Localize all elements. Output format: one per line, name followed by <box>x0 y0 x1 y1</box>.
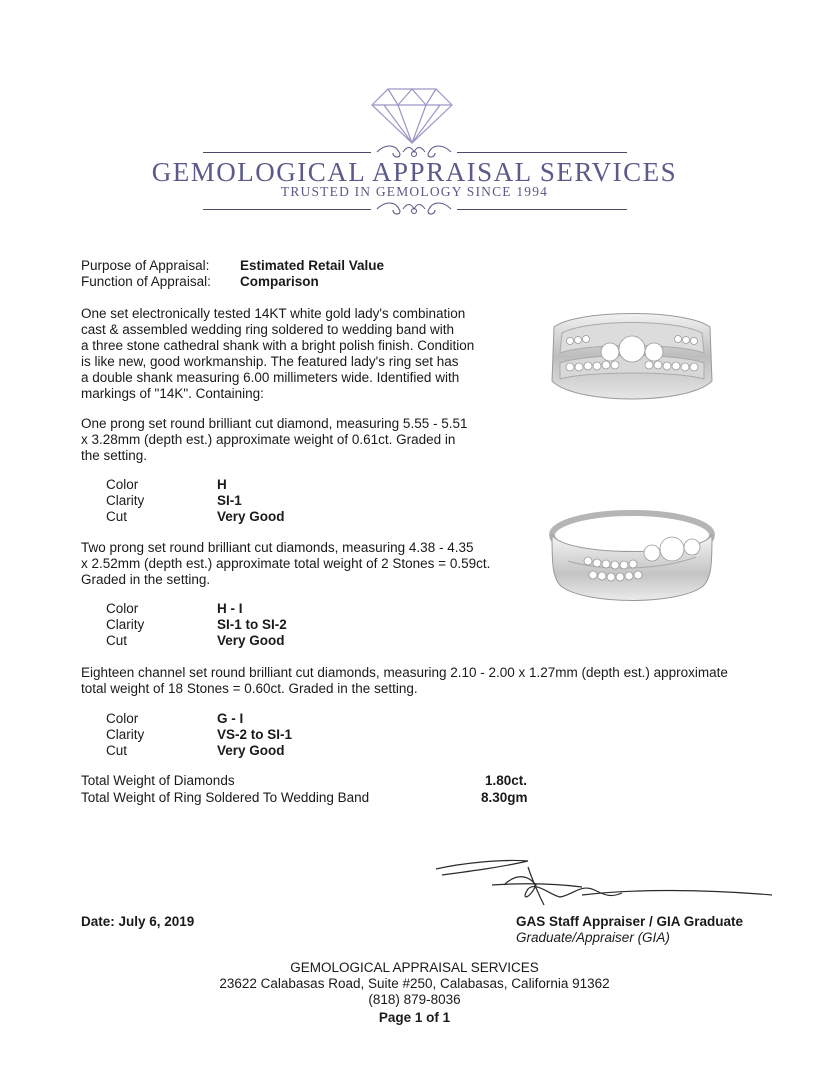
ring-photo-top <box>548 305 716 415</box>
stone-2-cut-label: Cut <box>106 633 128 648</box>
stone-1-description <box>81 416 467 464</box>
stone-3-cut-value: Very Good <box>217 743 285 758</box>
stone-line: the setting. <box>81 448 148 463</box>
stone-1-cut-label: Cut <box>106 509 128 524</box>
stone-3-clarity-label: Clarity <box>106 727 145 742</box>
stone-3-description <box>81 665 728 697</box>
function-value: Comparison <box>240 274 319 289</box>
ring-photo-bottom <box>548 505 716 615</box>
diamond-logo-icon <box>370 85 454 145</box>
stone-2-color-label: Color <box>106 601 139 616</box>
appraiser-subtitle: Graduate/Appraiser (GIA) <box>516 930 670 945</box>
footer-address: 23622 Calabasas Road, Suite #250, Calabasas, California 91362 <box>219 976 610 991</box>
header-rule-bottom-right <box>457 209 627 210</box>
stone-3-color-label: Color <box>106 711 139 726</box>
stone-2-color-value: H - I <box>217 601 243 616</box>
item-description <box>81 306 474 402</box>
stone-line: One prong set round brilliant cut diamond, measuring 5.55 - 5.51 <box>81 416 468 431</box>
description-line: is like new, good workmanship. The featured lady's ring set has <box>81 354 459 369</box>
total-ring-label: Total Weight of Ring Soldered To Wedding Band <box>81 790 370 805</box>
header-rule-top-left <box>203 152 371 153</box>
stone-line: Eighteen channel set round brilliant cut diamonds, measuring 2.10 - 2.00 x 1.27mm (depth est.) approximate <box>81 665 728 680</box>
brand-tagline: TRUSTED IN GEMOLOGY SINCE 1994 <box>280 184 549 199</box>
stone-2-cut-value: Very Good <box>217 633 285 648</box>
function-label: Function of Appraisal: <box>81 274 211 289</box>
footer-company: GEMOLOGICAL APPRAISAL SERVICES <box>290 960 539 975</box>
stone-2-description <box>81 540 490 588</box>
brand-name: GEMOLOGICAL APPRAISAL SERVICES <box>151 157 678 187</box>
description-line: a three stone cathedral shank with a bright polish finish. Condition <box>81 338 475 353</box>
total-diamonds-label: Total Weight of Diamonds <box>81 773 235 788</box>
total-ring-value: 8.30gm <box>481 790 528 805</box>
header-rule-bottom-left <box>203 209 371 210</box>
purpose-value: Estimated Retail Value <box>240 258 385 273</box>
stone-line: Graded in the setting. <box>81 572 211 587</box>
appraiser-signature <box>432 855 777 910</box>
description-line: markings of "14K". Containing: <box>81 386 264 401</box>
stone-line: Two prong set round brilliant cut diamonds, measuring 4.38 - 4.35 <box>81 540 474 555</box>
description-line: One set electronically tested 14KT white gold lady's combination <box>81 306 466 321</box>
stone-3-color-value: G - I <box>217 711 244 726</box>
stone-1-color-value: H <box>217 477 227 492</box>
description-line: cast & assembled wedding ring soldered to wedding band with <box>81 322 454 337</box>
stone-1-cut-value: Very Good <box>217 509 285 524</box>
stone-1-clarity-label: Clarity <box>106 493 145 508</box>
footer-phone: (818) 879-8036 <box>368 992 461 1007</box>
stone-line: total weight of 18 Stones = 0.60ct. Graded in the setting. <box>81 681 418 696</box>
stone-line: x 3.28mm (depth est.) approximate weight of 0.61ct. Graded in <box>81 432 456 447</box>
stone-3-clarity-value: VS-2 to SI-1 <box>217 727 293 742</box>
scroll-ornament-bottom-icon <box>373 200 455 218</box>
page-number: Page 1 of 1 <box>378 1010 451 1025</box>
stone-line: x 2.52mm (depth est.) approximate total weight of 2 Stones = 0.59ct. <box>81 556 491 571</box>
total-diamonds-value: 1.80ct. <box>485 773 528 788</box>
appraisal-date: Date: July 6, 2019 <box>81 914 195 929</box>
stone-3-cut-label: Cut <box>106 743 128 758</box>
stone-2-clarity-value: SI-1 to SI-2 <box>217 617 287 632</box>
appraiser-title: GAS Staff Appraiser / GIA Graduate <box>516 914 744 929</box>
stone-2-clarity-label: Clarity <box>106 617 145 632</box>
description-line: a double shank measuring 6.00 millimeters wide. Identified with <box>81 370 460 385</box>
stone-1-clarity-value: SI-1 <box>217 493 242 508</box>
purpose-label: Purpose of Appraisal: <box>81 258 210 273</box>
header-rule-top-right <box>457 152 627 153</box>
stone-1-color-label: Color <box>106 477 139 492</box>
